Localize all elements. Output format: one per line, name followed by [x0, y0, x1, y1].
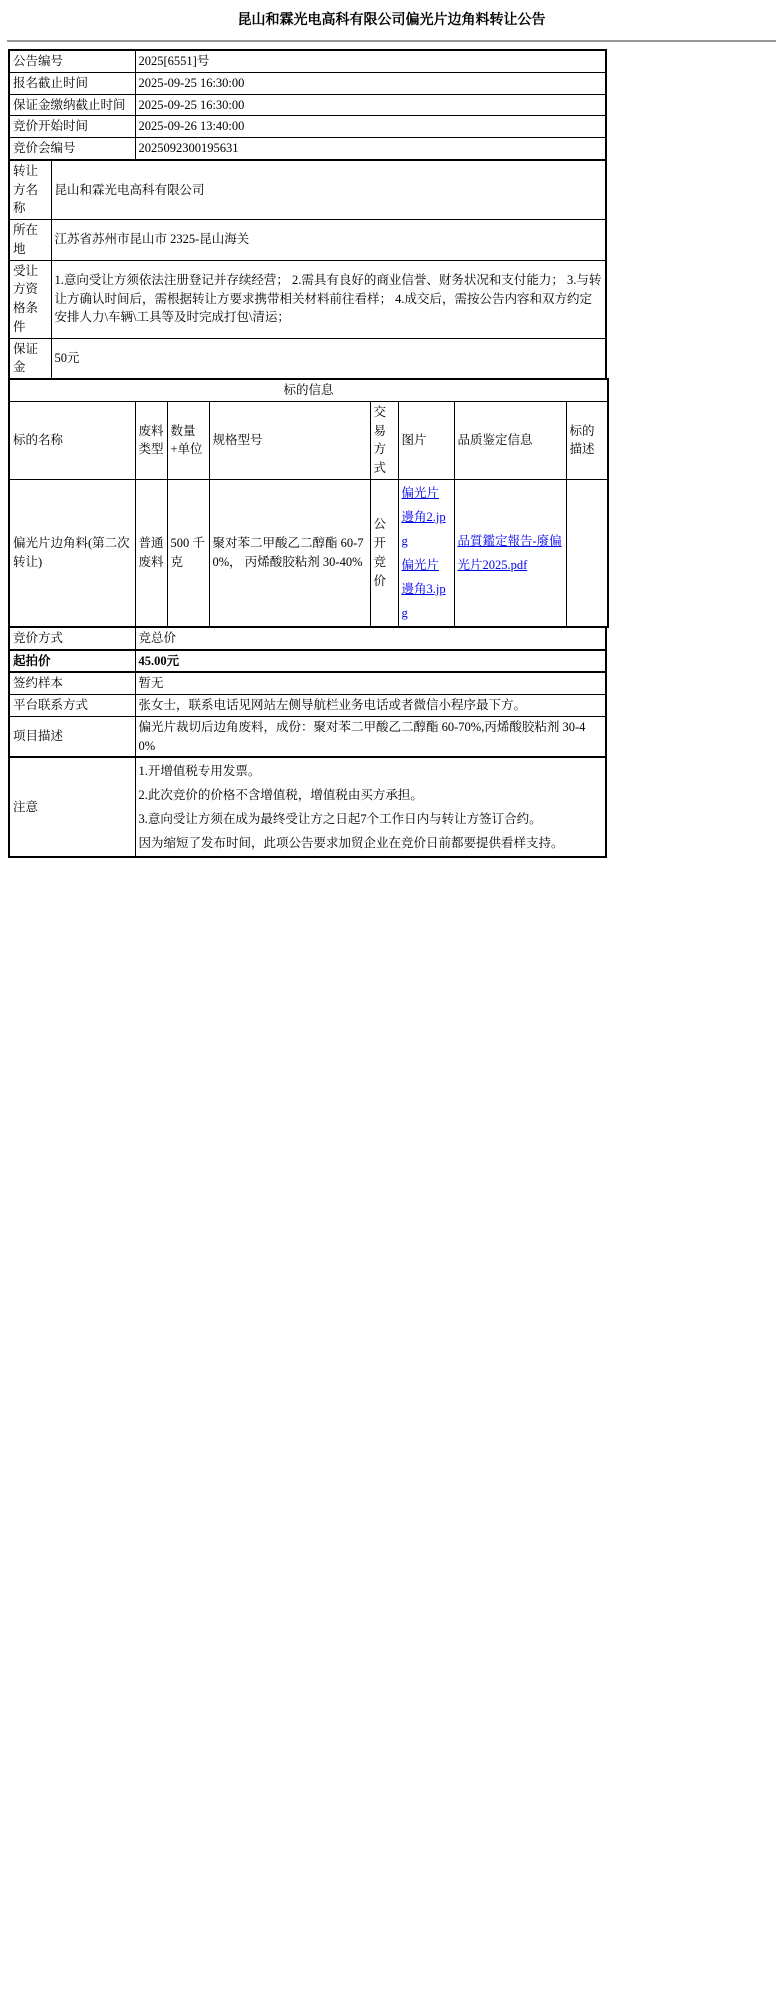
row-value: 45.00元 — [135, 650, 606, 673]
column-header: 标的名称 — [9, 401, 135, 479]
row-value: 江苏省苏州市昆山市 2325-昆山海关 — [51, 220, 606, 261]
column-header: 废料类型 — [135, 401, 167, 479]
table-row — [9, 94, 606, 116]
announcement-content — [8, 49, 607, 858]
notice-line: 1.开增值税专用发票。 — [138, 764, 261, 779]
table-row — [9, 160, 606, 220]
table-row — [9, 260, 606, 338]
goods-header-row — [9, 401, 608, 479]
notice-table — [8, 756, 607, 858]
row-value: 2025-09-25 16:30:00 — [135, 94, 606, 116]
info-table — [8, 49, 607, 161]
quantity-unit: 500 千克 — [167, 479, 209, 627]
bid-method-table — [8, 626, 607, 651]
row-label: 签约样本 — [9, 672, 135, 694]
table-row — [9, 650, 606, 673]
starting-price-table — [8, 649, 607, 674]
column-header: 交易方式 — [370, 401, 398, 479]
row-label: 平台联系方式 — [9, 695, 135, 717]
row-label: 保证金缴纳截止时间 — [9, 94, 135, 116]
spec-model: 聚对苯二甲酸乙二醇酯 60-70%， 丙烯酸胶粘剂 30-40% — [209, 479, 370, 627]
row-label: 项目描述 — [9, 716, 135, 757]
table-row — [9, 695, 606, 717]
subject-info-table — [8, 378, 609, 628]
notice-line: 2.此次竞价的价格不含增值税，增值税由买方承担。 — [138, 788, 423, 803]
image-link[interactable]: 偏光片邊角3.jpg — [401, 557, 446, 620]
image-link[interactable]: 偏光片邊角2.jpg — [401, 485, 446, 548]
row-value: 2025092300195631 — [135, 138, 606, 160]
row-value: 竞总价 — [135, 627, 606, 650]
row-label: 起拍价 — [9, 650, 135, 673]
detail-table — [8, 671, 607, 758]
notice-row — [9, 757, 606, 857]
table-row — [9, 716, 606, 757]
trade-mode: 公开竞价 — [370, 479, 398, 627]
row-value: 50元 — [51, 338, 606, 379]
table-row — [9, 338, 606, 379]
table-row — [9, 627, 606, 650]
quality-report-link[interactable]: 品質鑑定報告-廢偏光片2025.pdf — [457, 533, 562, 572]
row-label: 注意 — [9, 757, 135, 857]
row-value: 偏光片裁切后边角废料，成份：聚对苯二甲酸乙二醇酯 60-70%,丙烯酸胶粘剂 30-40% — [135, 716, 606, 757]
table-row — [9, 220, 606, 261]
row-label: 转让方名称 — [9, 160, 51, 220]
table-row — [9, 116, 606, 138]
column-header: 规格型号 — [209, 401, 370, 479]
row-label: 公告编号 — [9, 50, 135, 72]
row-value: 1.意向受让方须依法注册登记并存续经营； 2.需具有良好的商业信誉、财务状况和支付能力； 3.与转让方确认时间后，需根据转让方要求携带相关材料前往看样； 4.成交后，需按公告内容和双方约定安排人力\车辆\工具等及时完成打包\清运； — [51, 260, 606, 338]
column-header: 数量+单位 — [167, 401, 209, 479]
table-row — [9, 72, 606, 94]
row-label: 所在地 — [9, 220, 51, 261]
row-value: 2025-09-25 16:30:00 — [135, 72, 606, 94]
row-label: 保证金 — [9, 338, 51, 379]
row-label: 竞价会编号 — [9, 138, 135, 160]
row-label: 竞价方式 — [9, 627, 135, 650]
table-row — [9, 138, 606, 160]
notice-line: 因为缩短了发布时间，此项公告要求加贸企业在竞价日前都要提供看样支持。 — [138, 836, 564, 851]
goods-data-row — [9, 479, 608, 627]
row-value: 暂无 — [135, 672, 606, 694]
column-header: 图片 — [398, 401, 454, 479]
row-label: 竞价开始时间 — [9, 116, 135, 138]
transferor-table — [8, 159, 607, 380]
row-label: 报名截止时间 — [9, 72, 135, 94]
image-links-cell — [398, 479, 454, 627]
subject-description — [566, 479, 608, 627]
quality-report-cell — [454, 479, 566, 627]
column-header: 标的描述 — [566, 401, 608, 479]
subject-name: 偏光片边角料(第二次转让) — [9, 479, 135, 627]
section-title: 标的信息 — [9, 379, 608, 401]
row-value: 2025[6551]号 — [135, 50, 606, 72]
table-row — [9, 50, 606, 72]
page-title: 昆山和霖光电高科有限公司偏光片边角料转让公告 — [237, 13, 546, 28]
row-value: 2025-09-26 13:40:00 — [135, 116, 606, 138]
row-label: 受让方资格条件 — [9, 260, 51, 338]
section-header-row — [9, 379, 608, 401]
waste-type: 普通废料 — [135, 479, 167, 627]
table-row — [9, 672, 606, 694]
row-value: 张女士，联系电话见网站左侧导航栏业务电话或者微信小程序最下方。 — [135, 695, 606, 717]
row-value: 昆山和霖光电高科有限公司 — [51, 160, 606, 220]
notice-line: 3.意向受让方须在成为最终受让方之日起7个工作日内与转让方签订合约。 — [138, 812, 542, 827]
notice-content — [135, 757, 606, 857]
column-header: 品质鉴定信息 — [454, 401, 566, 479]
title-divider — [7, 40, 776, 42]
